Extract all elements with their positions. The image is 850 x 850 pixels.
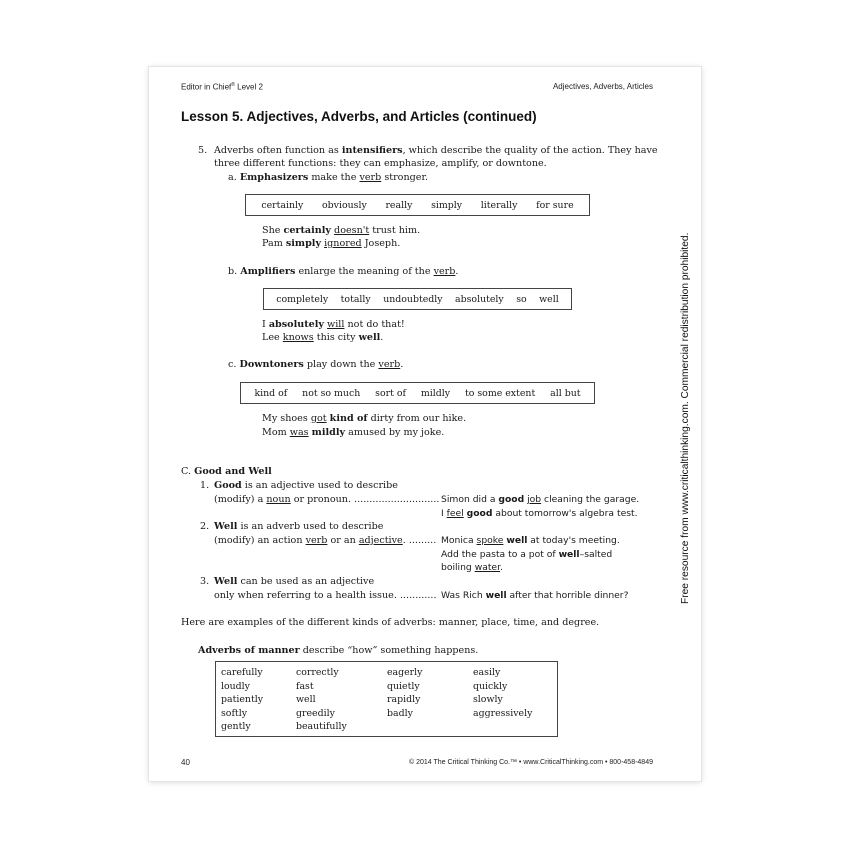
- word-box-item: not so much: [302, 387, 361, 399]
- intro-line-1: Adverbs often function as intensifiers, which describe the quality of the action. They have: [214, 145, 658, 156]
- manner-column: [473, 666, 532, 720]
- intro-line-2: three different functions: they can emphasize, amplify, or downtone.: [214, 158, 547, 169]
- manner-heading: Adverbs of manner describe “how” something happens.: [198, 645, 479, 656]
- header-topic: Adjectives, Adverbs, Articles: [552, 82, 653, 91]
- health-rule-line-1: Well can be used as an adjective: [214, 576, 375, 587]
- adverb-kinds-intro: Here are examples of the different kinds of adverbs: manner, place, time, and degree.: [181, 617, 600, 628]
- manner-word: greedily: [296, 707, 335, 719]
- redistribution-notice: Free resource from www.criticalthinking.com. Commercial redistribution prohibited.: [680, 232, 691, 604]
- manner-word: fast: [296, 680, 314, 692]
- word-box-item: completely: [276, 293, 329, 305]
- word-box-item: really: [385, 199, 413, 211]
- word-box-item: kind of: [254, 387, 288, 399]
- footer-copyright: © 2014 The Critical Thinking Co.™ • www.CriticalThinking.com • 800-458-4849: [408, 759, 653, 766]
- amplifiers-word-box: [263, 288, 572, 310]
- manner-word: well: [296, 694, 316, 706]
- manner-word: slowly: [473, 694, 503, 706]
- emphasizers-word-box: [245, 194, 590, 216]
- manner-word: patiently: [221, 694, 264, 706]
- manner-column: [387, 666, 422, 720]
- good-rule-line-2: (modify) a noun or pronoun. ............................: [214, 494, 440, 505]
- manner-word: badly: [387, 707, 413, 719]
- manner-word-table: [215, 661, 558, 737]
- word-box-item: totally: [340, 293, 371, 305]
- manner-word: aggressively: [473, 707, 533, 719]
- item-number: 1.: [200, 480, 210, 491]
- manner-word: quietly: [387, 680, 420, 692]
- word-box-item: absolutely: [455, 293, 504, 305]
- manner-word: quickly: [473, 680, 508, 692]
- handwritten-example: Add the pasta to a pot of well–salted: [441, 549, 613, 560]
- word-box-item: certainly: [261, 199, 304, 211]
- word-box-item: to some extent: [464, 387, 536, 399]
- example-sentence: Mom was mildly amused by my joke.: [262, 427, 445, 438]
- example-sentence: Pam simply ignored Joseph.: [262, 238, 401, 249]
- word-box-item: undoubtedly: [383, 293, 443, 305]
- well-rule-line-2: (modify) an action verb or an adjective. .........: [214, 535, 437, 546]
- downtoners-label: c. Downtoners play down the verb.: [228, 359, 404, 370]
- word-box-item: well: [539, 293, 559, 305]
- manner-word: gently: [221, 721, 251, 733]
- header-book-title: Editor in Chief® Level 2: [181, 82, 263, 92]
- word-box-item: for sure: [536, 199, 574, 211]
- lesson-title: Lesson 5. Adjectives, Adverbs, and Articles (continued): [181, 109, 537, 124]
- emphasizers-label: a. Emphasizers make the verb stronger.: [228, 172, 429, 183]
- example-sentence: I absolutely will not do that!: [262, 319, 405, 330]
- manner-word: carefully: [221, 667, 263, 678]
- handwritten-example: I feel good about tomorrow's algebra test.: [441, 508, 638, 519]
- word-box-item: obviously: [322, 199, 367, 211]
- manner-word: loudly: [221, 680, 250, 692]
- word-box-item: so: [516, 293, 527, 305]
- well-rule-line-1: Well is an adverb used to describe: [214, 521, 384, 532]
- word-box-item: mildly: [420, 387, 451, 399]
- handwritten-example: Simon did a good job cleaning the garage.: [441, 494, 640, 505]
- manner-column: [296, 666, 347, 734]
- manner-word: correctly: [296, 667, 339, 678]
- example-sentence: My shoes got kind of dirty from our hike.: [262, 413, 467, 424]
- word-box-item: literally: [480, 199, 518, 211]
- manner-word: eagerly: [387, 667, 423, 678]
- example-sentence: Lee knows this city well.: [262, 332, 384, 343]
- item-number: 2.: [200, 521, 210, 532]
- good-rule-line-1: Good is an adjective used to describe: [214, 480, 398, 491]
- manner-word: softly: [221, 707, 247, 719]
- amplifiers-label: b. Amplifiers enlarge the meaning of the verb.: [228, 266, 459, 277]
- manner-column: [221, 666, 263, 734]
- manner-word: easily: [473, 667, 501, 678]
- handwritten-example: Monica spoke well at today's meeting.: [441, 535, 620, 546]
- word-box-item: sort of: [375, 387, 406, 399]
- manner-word: rapidly: [387, 694, 421, 706]
- item-number: 3.: [200, 576, 210, 587]
- handwritten-example: boiling water.: [441, 562, 503, 573]
- manner-word: beautifully: [296, 721, 347, 733]
- handwritten-example: Was Rich well after that horrible dinner?: [441, 590, 629, 601]
- health-rule-line-2: only when referring to a health issue. ............: [214, 590, 437, 601]
- downtoners-word-box: [240, 382, 595, 404]
- example-sentence: She certainly doesn't trust him.: [262, 225, 421, 236]
- section-c-heading: C. Good and Well: [181, 466, 272, 477]
- item-number: 5.: [198, 145, 208, 156]
- word-box-item: all but: [550, 387, 581, 399]
- word-box-item: simply: [431, 199, 463, 211]
- page-number: 40: [181, 758, 190, 767]
